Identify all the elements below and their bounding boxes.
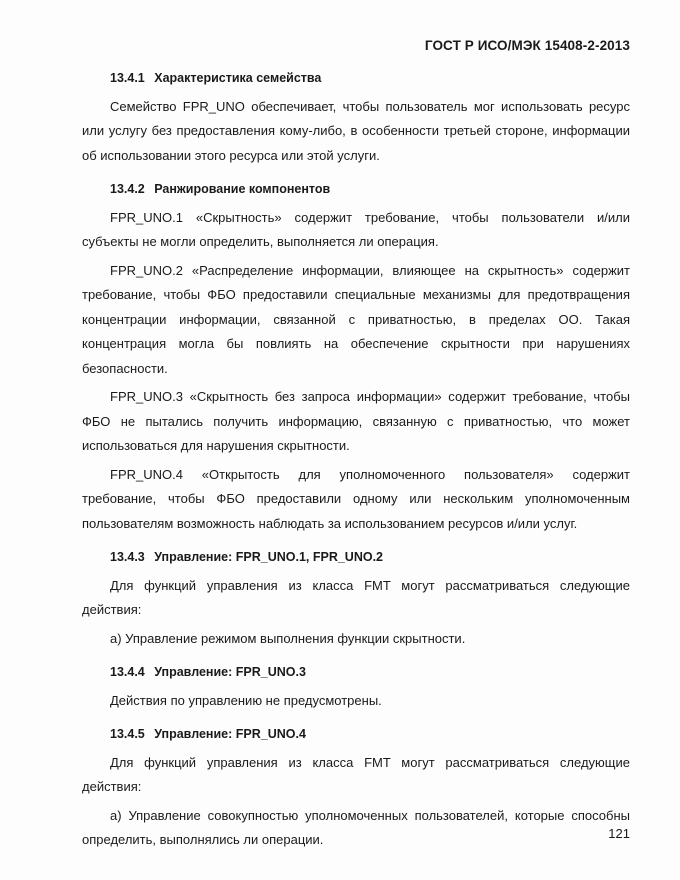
section-number: 13.4.5 bbox=[110, 727, 145, 741]
section-number: 13.4.2 bbox=[110, 182, 145, 196]
document-body bbox=[82, 66, 630, 857]
section-title: Управление: FPR_UNO.3 bbox=[154, 665, 306, 679]
list-item: a) Управление режимом выполнения функции скрытности. bbox=[110, 630, 466, 646]
section-heading bbox=[82, 722, 630, 747]
section-heading bbox=[82, 66, 630, 91]
section-title: Управление: FPR_UNO.1, FPR_UNO.2 bbox=[154, 550, 384, 564]
list-item: a) Управление совокупностью уполномоченных пользователей, которые способны определить, выполнялись ли операции. bbox=[82, 807, 630, 847]
paragraph: Для функций управления из класса FMT могут рассматриваться следующие действия: bbox=[82, 754, 630, 794]
page-number: 121 bbox=[608, 826, 630, 841]
section-heading bbox=[82, 545, 630, 570]
paragraph: FPR_UNO.2 «Распределение информации, влияющее на скрытность» содержит требование, чтобы ФБО предоставили специальные механизмы для предотвращения концентрации информации, связанной с приватностью, в пределах ОО. Такая концентрация могла бы повлиять на обеспечение скрытности при нарушениях безопасности. bbox=[82, 262, 630, 376]
paragraph: Для функций управления из класса FMT могут рассматриваться следующие действия: bbox=[82, 577, 630, 617]
standard-header: ГОСТ Р ИСО/МЭК 15408-2-2013 bbox=[424, 38, 630, 53]
paragraph: FPR_UNO.1 «Скрытность» содержит требование, чтобы пользователи и/или субъекты не могли определить, выполняется ли операция. bbox=[82, 209, 630, 249]
section-title: Ранжирование компонентов bbox=[154, 182, 331, 196]
paragraph: FPR_UNO.3 «Скрытность без запроса информации» содержит требование, чтобы ФБО не пытались получить информацию, связанную с приватностью, что может использоваться для нарушения скрытности. bbox=[82, 389, 630, 453]
section-heading bbox=[82, 177, 630, 202]
section-heading bbox=[82, 660, 630, 685]
section-title: Характеристика семейства bbox=[154, 71, 322, 85]
section-number: 13.4.1 bbox=[110, 71, 145, 85]
section-title: Управление: FPR_UNO.4 bbox=[154, 727, 306, 741]
paragraph: Семейство FPR_UNO обеспечивает, чтобы пользователь мог использовать ресурс или услугу без предоставления кому-либо, в особенности третьей стороне, информации об использовании этого ресурса или этой услуги. bbox=[82, 98, 630, 163]
section-number: 13.4.3 bbox=[110, 550, 145, 564]
section-number: 13.4.4 bbox=[110, 665, 145, 679]
paragraph: FPR_UNO.4 «Открытость для уполномоченного пользователя» содержит требование, чтобы ФБО предоставили одному или нескольким уполномоченным пользователям возможность наблюдать за использованием ресурсов и/или услуг. bbox=[82, 466, 630, 531]
paragraph: Действия по управлению не предусмотрены. bbox=[110, 692, 382, 708]
